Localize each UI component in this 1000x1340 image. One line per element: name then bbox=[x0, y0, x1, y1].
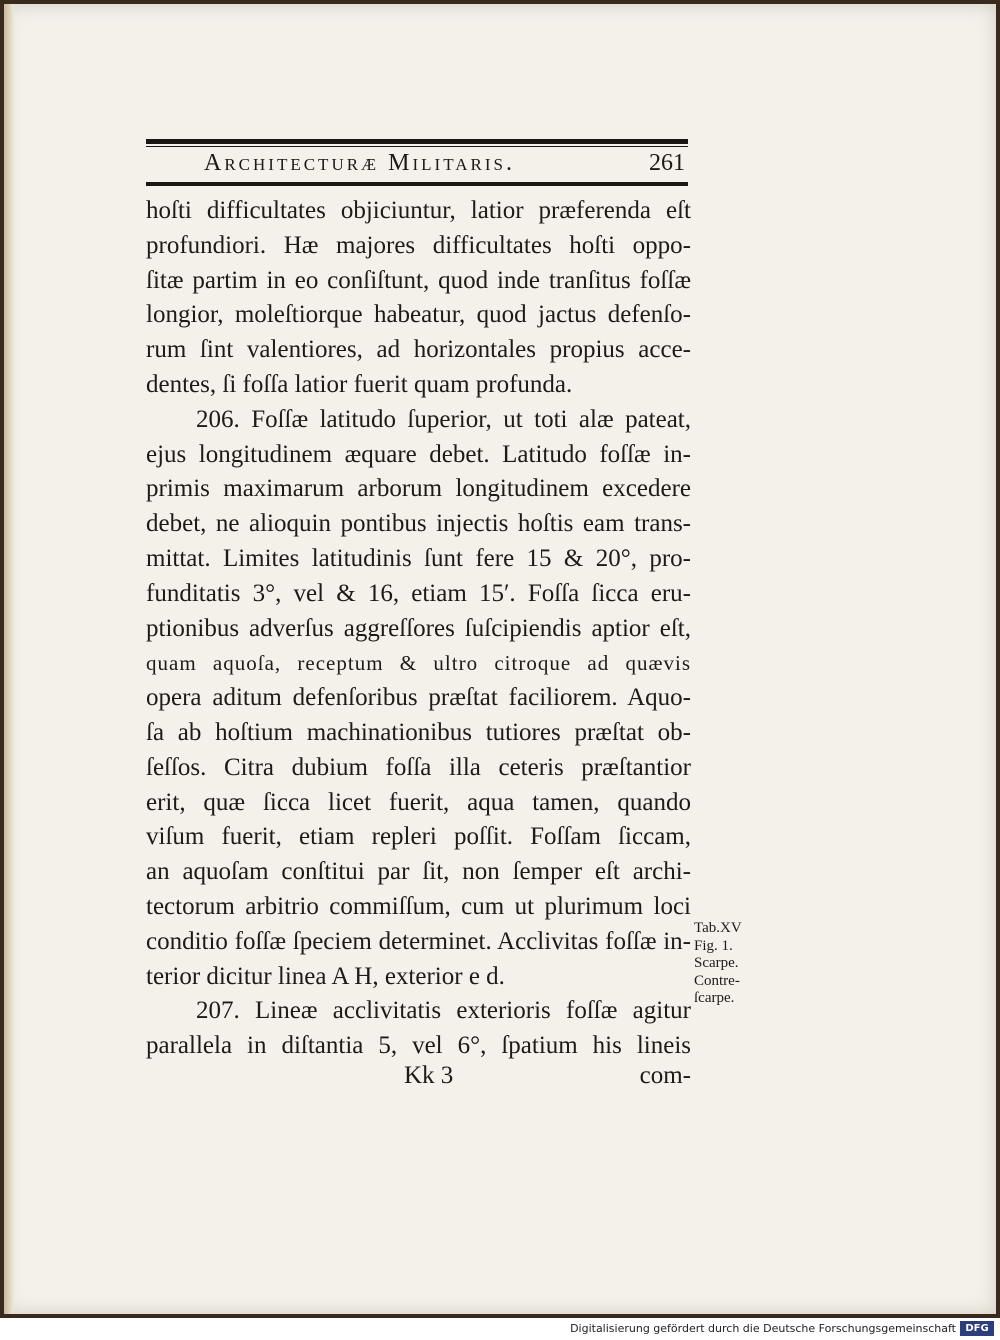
text-line: hoſti difficultates objiciuntur, latior præferenda eſt bbox=[146, 197, 691, 224]
text-line: ptionibus adverſus aggreſſores ſuſcipiendis aptior eſt, bbox=[146, 614, 691, 642]
body-text bbox=[146, 194, 691, 1064]
book-page bbox=[4, 4, 996, 1314]
header-rule-top bbox=[146, 139, 688, 144]
text-line: viſum fuerit, etiam repleri poſſit. Foſſam ſiccam, bbox=[146, 823, 691, 851]
text-line: longior, moleſtiorque habeatur, quod jactus defenſo- bbox=[146, 301, 691, 329]
section-207-start: 207. Lineæ acclivitatis exterioris foſſæ agitur bbox=[196, 997, 691, 1025]
text-line: primis maximarum arborum longitudinem excedere bbox=[146, 475, 691, 503]
text-line: terior dicitur linea A H, exterior e d. bbox=[146, 962, 505, 990]
margin-note-line: Tab.XV bbox=[694, 920, 742, 936]
margin-note bbox=[694, 920, 774, 1008]
dfg-logo-icon: DFG bbox=[960, 1321, 994, 1336]
running-title: Architecturæ Militaris. bbox=[204, 150, 515, 176]
text-line: conditio foſſæ ſpeciem determinet. Acclivitas foſſæ in- bbox=[146, 927, 691, 955]
text-line: dentes, ſi foſſa latior fuerit quam profunda. bbox=[146, 370, 573, 398]
text-line: ſa ab hoſtium machinationibus tutiores præſtat ob- bbox=[146, 718, 691, 746]
margin-note-line: ſcarpe. bbox=[694, 990, 735, 1006]
text-line: ejus longitudinem æquare debet. Latitudo foſſæ in- bbox=[146, 440, 691, 468]
text-line: funditatis 3°, vel & 16, etiam 15′. Foſſa ſicca eru- bbox=[146, 579, 691, 607]
digitization-footer bbox=[0, 1318, 1000, 1340]
catchword: com- bbox=[639, 1062, 691, 1089]
header-rule-bottom bbox=[146, 182, 688, 186]
text-line: ſitæ partim in eo conſiſtunt, quod inde tranſitus foſſæ bbox=[146, 266, 691, 294]
page-foot bbox=[146, 1062, 691, 1096]
page-gutter-edge bbox=[4, 4, 14, 1314]
margin-note-line: Contre- bbox=[694, 972, 740, 989]
funding-notice: Digitalisierung gefördert durch die Deutsche Forschungsgemeinschaft bbox=[570, 1322, 956, 1335]
margin-note-line: Fig. 1. bbox=[694, 937, 733, 954]
section-206-start: 206. Foſſæ latitudo ſuperior, ut toti alæ pateat, bbox=[196, 405, 691, 433]
text-line: opera aditum defenſoribus præſtat faciliorem. Aquo- bbox=[146, 684, 691, 712]
text-line: ſeſſos. Citra dubium foſſa illa ceteris præſtantior bbox=[146, 753, 691, 781]
signature-mark: Kk 3 bbox=[404, 1062, 454, 1089]
header-rule-top-thin bbox=[146, 146, 688, 147]
text-line: quam aquoſa, receptum & ultro citroque ad quævis bbox=[146, 651, 691, 676]
text-line: parallela in diſtantia 5, vel 6°, ſpatium his lineis bbox=[146, 1032, 691, 1060]
text-line: debet, ne alioquin pontibus injectis hoſtis eam trans- bbox=[146, 510, 691, 538]
text-line: an aquoſam conſtitui par ſit, non ſemper eſt archi- bbox=[146, 858, 691, 886]
text-line: rum ſint valentiores, ad horizontales propius acce- bbox=[146, 336, 691, 364]
margin-note-line: Scarpe. bbox=[694, 955, 739, 971]
text-line: erit, quæ ſicca licet fuerit, aqua tamen, quando bbox=[146, 788, 691, 816]
text-line: tectorum arbitrio commiſſum, cum ut plurimum loci bbox=[146, 892, 691, 920]
page-number: 261 bbox=[649, 150, 685, 176]
text-line: profundiori. Hæ majores difficultates hoſti oppo- bbox=[146, 231, 691, 259]
text-line: mittat. Limites latitudinis ſunt fere 15 & 20°, pro- bbox=[146, 544, 691, 572]
